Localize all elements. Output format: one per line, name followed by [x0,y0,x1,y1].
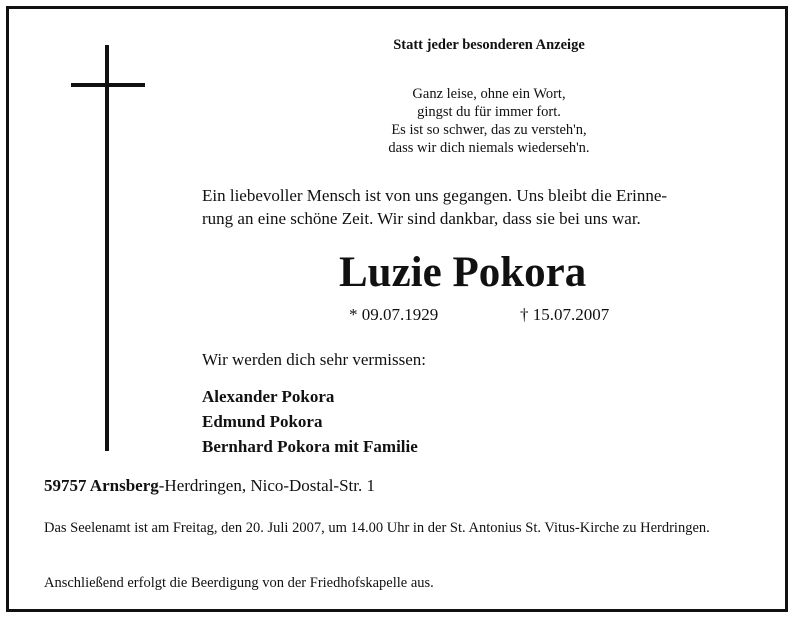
poem-line: gingst du für immer fort. [417,104,561,120]
latin-cross-icon-bar [71,83,145,87]
death-date: † 15.07.2007 [520,305,610,324]
intro-line: rung an eine schöne Zeit. Wir sind dankbar, dass sie bei uns war. [202,209,641,228]
mourners-list [202,384,418,459]
address-street: -Herdringen, Nico-Dostal-Str. 1 [158,476,375,495]
intro-line: Ein liebevoller Mensch ist von uns gegangen. Uns bleibt die Erinne- [202,186,668,205]
service-info: Das Seelenamt ist am Freitag, den 20. Juli 2007, um 14.00 Uhr in der St. Antonius St. Vitus-Kirche zu Herdringen. [44,520,710,536]
birth-date: * 09.07.1929 [349,305,439,324]
obituary-notice [6,6,788,612]
poem-line: Ganz leise, ohne ein Wort, [412,86,566,102]
address [44,476,375,496]
notice-heading: Statt jeder besonderen Anzeige [393,37,585,53]
address-city: 59757 Arnsberg [44,476,159,495]
poem-line: dass wir dich niemals wiederseh'n. [388,140,590,156]
deceased-name: Luzie Pokora [339,249,587,296]
mourner-name: Bernhard Pokora mit Familie [202,437,418,456]
mourner-name: Alexander Pokora [202,387,335,406]
mourner-name: Edmund Pokora [202,412,323,431]
latin-cross-icon [105,45,109,451]
poem-line: Es ist so schwer, das zu versteh'n, [391,122,587,138]
poem [339,85,639,157]
intro-text [202,184,762,230]
miss-text: Wir werden dich sehr vermissen: [202,350,427,369]
burial-info: Anschließend erfolgt die Beerdigung von der Friedhofskapelle aus. [44,575,434,591]
